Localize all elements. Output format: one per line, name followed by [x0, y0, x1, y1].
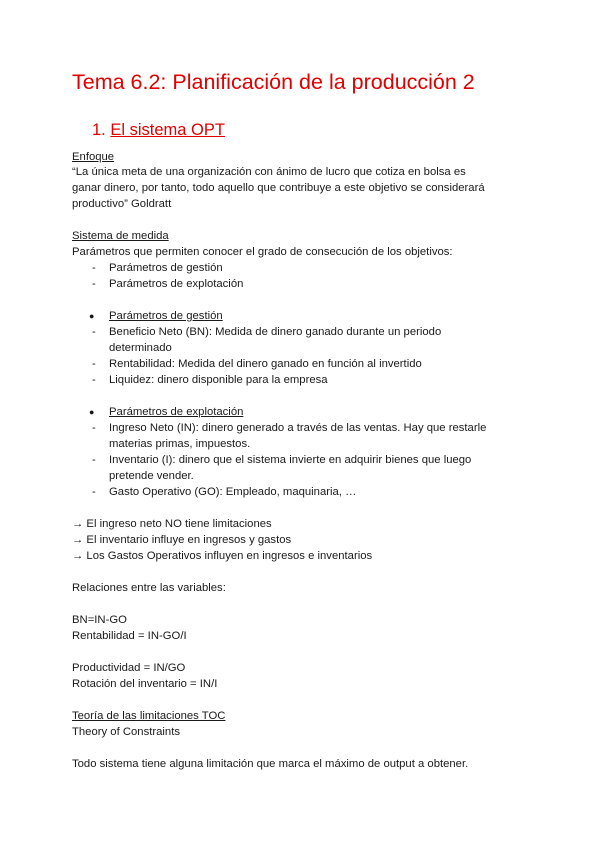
section-number: 1.	[92, 121, 106, 139]
medida-heading: Sistema de medida	[72, 230, 169, 242]
dash-marker: -	[92, 278, 96, 290]
section-heading	[92, 121, 225, 140]
dash-marker: -	[92, 262, 96, 274]
dash-marker: -	[92, 454, 96, 466]
dash-marker: -	[92, 358, 96, 370]
arrow-note: → El ingreso neto NO tiene limitaciones	[72, 518, 272, 530]
list-item: Parámetros de explotación	[109, 278, 244, 290]
dash-marker: -	[92, 422, 96, 434]
arrow-note: → El inventario influye en ingresos y gastos	[72, 534, 292, 546]
list-item: Liquidez: dinero disponible para la empresa	[109, 374, 328, 386]
quote-line: “La única meta de una organización con ánimo de lucro que cotiza en bolsa es	[72, 166, 466, 178]
dash-marker: -	[92, 326, 96, 338]
relaciones-text: Relaciones entre las variables:	[72, 582, 226, 594]
formula: Rotación del inventario = IN/I	[72, 678, 218, 690]
toc-subtitle: Theory of Constraints	[72, 726, 180, 738]
medida-intro: Parámetros que permiten conocer el grado de consecución de los objetivos:	[72, 246, 453, 258]
gestion-heading: Parámetros de gestión	[109, 310, 223, 322]
enfoque-heading: Enfoque	[72, 151, 115, 163]
quote-line: productivo” Goldratt	[72, 198, 172, 210]
formula: Productividad = IN/GO	[72, 662, 186, 674]
page-title: Tema 6.2: Planificación de la producción 2	[72, 70, 475, 94]
section-title: El sistema OPT	[110, 121, 225, 139]
list-item-continuation: pretende vender.	[109, 470, 194, 482]
explotacion-heading: Parámetros de explotación	[109, 406, 244, 418]
bullet-marker: ●	[89, 407, 95, 417]
list-item-continuation: determinado	[109, 342, 172, 354]
toc-heading: Teoría de las limitaciones TOC	[72, 710, 226, 722]
dash-marker: -	[92, 486, 96, 498]
formula: BN=IN-GO	[72, 614, 127, 626]
list-item: Parámetros de gestión	[109, 262, 223, 274]
list-item: Ingreso Neto (IN): dinero generado a través de las ventas. Hay que restarle	[109, 422, 487, 434]
arrow-note: → Los Gastos Operativos influyen en ingresos e inventarios	[72, 550, 373, 562]
list-item: Gasto Operativo (GO): Empleado, maquinaria, …	[109, 486, 357, 498]
final-paragraph: Todo sistema tiene alguna limitación que marca el máximo de output a obtener.	[72, 758, 469, 770]
list-item: Inventario (I): dinero que el sistema invierte en adquirir bienes que luego	[109, 454, 472, 466]
dash-marker: -	[92, 374, 96, 386]
quote-line: ganar dinero, por tanto, todo aquello que contribuye a este objetivo se considerará	[72, 182, 485, 194]
formula: Rentabilidad = IN-GO/I	[72, 630, 187, 642]
bullet-marker: ●	[89, 311, 95, 321]
list-item-continuation: materias primas, impuestos.	[109, 438, 251, 450]
list-item: Rentabilidad: Medida del dinero ganado en función al invertido	[109, 358, 422, 370]
list-item: Beneficio Neto (BN): Medida de dinero ganado durante un periodo	[109, 326, 442, 338]
